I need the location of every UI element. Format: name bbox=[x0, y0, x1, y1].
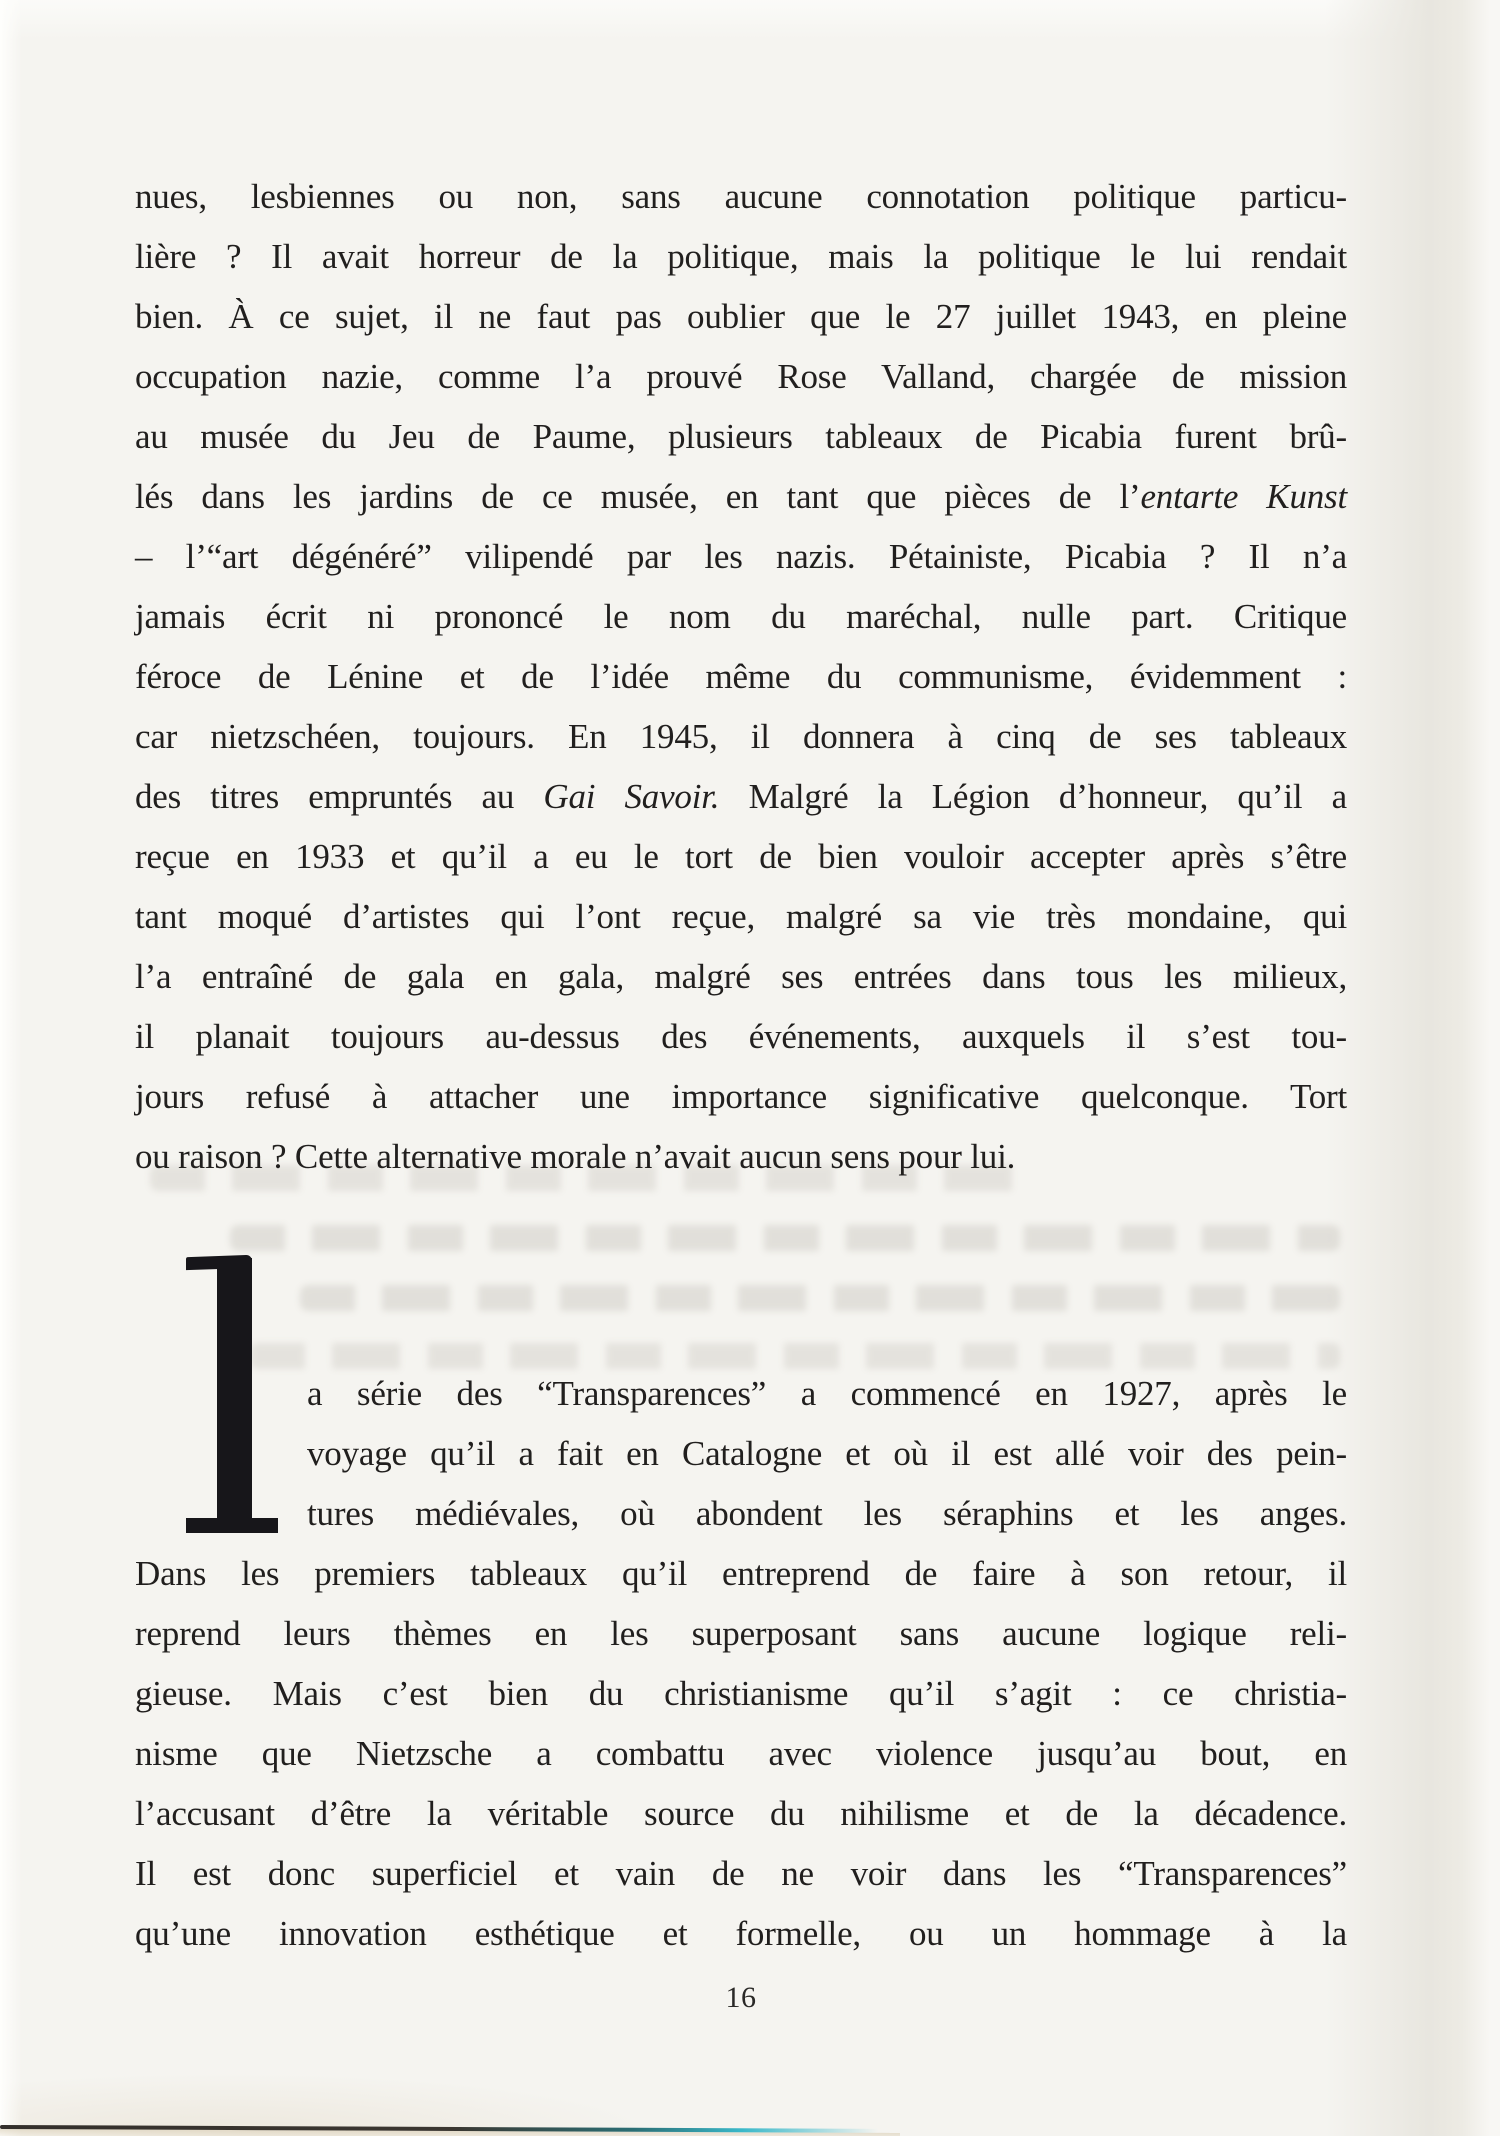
text-run-italic: entarte Kunst bbox=[1140, 477, 1347, 516]
bleed-through-ghost-line bbox=[300, 1285, 1340, 1311]
text-line bbox=[135, 527, 1347, 587]
text-run: ou raison ? Cette alternative morale n’avait aucun sens pour lui. bbox=[135, 1137, 1016, 1176]
text-line bbox=[135, 347, 1347, 407]
text-line bbox=[135, 1424, 1347, 1484]
text-run: a série des “Transparences” a commencé en 1927, après le bbox=[307, 1374, 1347, 1413]
text-line bbox=[135, 1484, 1347, 1544]
text-run: tures médiévales, où abondent les séraphins et les anges. bbox=[307, 1494, 1347, 1533]
page-number: 16 bbox=[725, 1981, 757, 2014]
text-line bbox=[135, 1784, 1347, 1844]
text-line bbox=[135, 287, 1347, 347]
text-line bbox=[135, 1844, 1347, 1904]
bleed-through-ghost-line bbox=[230, 1225, 1340, 1251]
text-run: des titres empruntés au bbox=[135, 777, 544, 816]
text-run: bien. À ce sujet, il ne faut pas oublier que le 27 juillet 1943, en pleine bbox=[135, 297, 1347, 336]
text-run: Dans les premiers tableaux qu’il entreprend de faire à son retour, il bbox=[135, 1554, 1347, 1593]
text-run: jamais écrit ni prononcé le nom du maréchal, nulle part. Critique bbox=[135, 597, 1347, 636]
paragraph-2 bbox=[135, 1364, 1347, 1964]
text-line bbox=[135, 1724, 1347, 1784]
text-line bbox=[135, 1664, 1347, 1724]
text-run: tant moqué d’artistes qui l’ont reçue, malgré sa vie très mondaine, qui bbox=[135, 897, 1347, 936]
text-line bbox=[135, 1904, 1347, 1964]
text-run: féroce de Lénine et de l’idée même du communisme, évidemment : bbox=[135, 657, 1347, 696]
text-run: Il est donc superficiel et vain de ne voir dans les “Transparences” bbox=[135, 1854, 1347, 1893]
text-line bbox=[135, 1067, 1347, 1127]
text-line bbox=[135, 167, 1347, 227]
text-run: nues, lesbiennes ou non, sans aucune connotation politique particu- bbox=[135, 177, 1347, 216]
text-line bbox=[135, 1007, 1347, 1067]
text-line bbox=[135, 1544, 1347, 1604]
text-run: il planait toujours au-dessus des événements, auxquels il s’est tou- bbox=[135, 1017, 1347, 1056]
text-run: Malgré la Légion d’honneur, qu’il a bbox=[719, 777, 1347, 816]
paragraph-1 bbox=[135, 167, 1347, 1187]
text-run: qu’une innovation esthétique et formelle, ou un hommage à la bbox=[135, 1914, 1347, 1953]
text-run: reprend leurs thèmes en les superposant sans aucune logique reli- bbox=[135, 1614, 1347, 1653]
text-run: lière ? Il avait horreur de la politique, mais la politique le lui rendait bbox=[135, 237, 1347, 276]
text-run: lés dans les jardins de ce musée, en tant que pièces de l’ bbox=[135, 477, 1141, 516]
text-line bbox=[135, 707, 1347, 767]
text-line bbox=[135, 887, 1347, 947]
text-run: occupation nazie, comme l’a prouvé Rose Valland, chargée de mission bbox=[135, 357, 1347, 396]
text-line bbox=[135, 1364, 1347, 1424]
text-run: – l’“art dégénéré” vilipendé par les nazis. Pétainiste, Picabia ? Il n’a bbox=[135, 537, 1347, 576]
text-run: l’a entraîné de gala en gala, malgré ses entrées dans tous les milieux, bbox=[135, 957, 1347, 996]
text-run: car nietzschéen, toujours. En 1945, il donnera à cinq de ses tableaux bbox=[135, 717, 1347, 756]
text-line bbox=[135, 227, 1347, 287]
text-line bbox=[135, 947, 1347, 1007]
text-line bbox=[135, 647, 1347, 707]
text-line bbox=[135, 827, 1347, 887]
text-run-italic: Gai Savoir. bbox=[543, 777, 720, 816]
text-line bbox=[135, 407, 1347, 467]
text-line bbox=[135, 587, 1347, 647]
text-run: nisme que Nietzsche a combattu avec violence jusqu’au bout, en bbox=[135, 1734, 1347, 1773]
text-line bbox=[135, 1604, 1347, 1664]
text-line bbox=[135, 467, 1347, 527]
text-run: au musée du Jeu de Paume, plusieurs tableaux de Picabia furent brû- bbox=[135, 417, 1347, 456]
text-line bbox=[135, 767, 1347, 827]
text-run: l’accusant d’être la véritable source du nihilisme et de la décadence. bbox=[135, 1794, 1347, 1833]
text-run: voyage qu’il a fait en Catalogne et où il est allé voir des pein- bbox=[307, 1434, 1347, 1473]
text-run: gieuse. Mais c’est bien du christianisme qu’il s’agit : ce christia- bbox=[135, 1674, 1347, 1713]
text-run: jours refusé à attacher une importance significative quelconque. Tort bbox=[135, 1077, 1347, 1116]
text-run: reçue en 1933 et qu’il a eu le tort de bien vouloir accepter après s’être bbox=[135, 837, 1347, 876]
text-line bbox=[135, 1127, 1347, 1187]
